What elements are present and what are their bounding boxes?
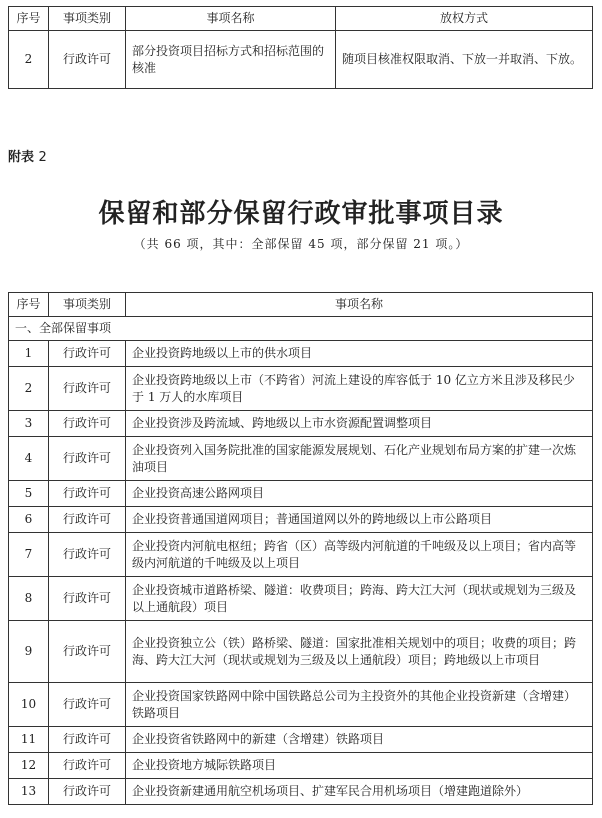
page-title: 保留和部分保留行政审批事项目录 xyxy=(98,199,504,229)
cell-no: 5 xyxy=(9,481,49,507)
cell-category: 行政许可 xyxy=(49,683,126,727)
cell-name: 企业投资国家铁路网中除中国铁路总公司为主投资外的其他企业投资新建（含增建）铁路项目 xyxy=(126,683,593,727)
cell-no: 2 xyxy=(9,31,49,89)
header-no: 序号 xyxy=(9,293,49,317)
cell-name: 企业投资省铁路网中的新建（含增建）铁路项目 xyxy=(126,727,593,753)
cell-no: 9 xyxy=(9,621,49,683)
cell-category: 行政许可 xyxy=(49,367,126,411)
appendix-word: 附表 xyxy=(8,150,35,165)
cell-method: 随项目核准权限取消、下放一并取消、下放。 xyxy=(336,31,593,89)
cell-category: 行政许可 xyxy=(49,437,126,481)
cell-name: 部分投资项目招标方式和招标范围的核准 xyxy=(126,31,336,89)
cell-category: 行政许可 xyxy=(49,533,126,577)
cell-no: 3 xyxy=(9,411,49,437)
cell-name: 企业投资跨地级以上市的供水项目 xyxy=(126,341,593,367)
table-row xyxy=(9,437,593,481)
table-row xyxy=(9,577,593,621)
cell-name: 企业投资独立公（铁）路桥梁、隧道：国家批准相关规划中的项目；收费的项目；跨海、跨大江大河（现状或规划为三级及以上通航段）项目；跨地级以上市项目 xyxy=(126,621,593,683)
table-row xyxy=(9,621,593,683)
cell-category: 行政许可 xyxy=(49,621,126,683)
table-row xyxy=(9,367,593,411)
cell-name: 企业投资列入国务院批准的国家能源发展规划、石化产业规划布局方案的扩建一次炼油项目 xyxy=(126,437,593,481)
header-method: 放权方式 xyxy=(336,7,593,31)
table-row xyxy=(9,727,593,753)
cell-category: 行政许可 xyxy=(49,481,126,507)
table-row xyxy=(9,481,593,507)
table-row xyxy=(9,779,593,805)
cell-no: 12 xyxy=(9,753,49,779)
cell-name: 企业投资普通国道网项目；普通国道网以外的跨地级以上市公路项目 xyxy=(126,507,593,533)
header-name: 事项名称 xyxy=(126,293,593,317)
cell-no: 1 xyxy=(9,341,49,367)
approval-method-table xyxy=(8,6,593,89)
retained-items-table xyxy=(8,292,593,805)
table-row xyxy=(9,683,593,727)
header-category: 事项类别 xyxy=(49,293,126,317)
cell-category: 行政许可 xyxy=(49,727,126,753)
cell-no: 13 xyxy=(9,779,49,805)
appendix-number: 2 xyxy=(38,150,47,165)
page-subtitle: （共 66 项，其中：全部保留 45 项，部分保留 21 项。） xyxy=(133,237,469,251)
table-row xyxy=(9,411,593,437)
table-row xyxy=(9,31,593,89)
header-no: 序号 xyxy=(9,7,49,31)
cell-name: 企业投资跨地级以上市（不跨省）河流上建设的库容低于 10 亿立方米且涉及移民少于 1 万人的水库项目 xyxy=(126,367,593,411)
cell-no: 4 xyxy=(9,437,49,481)
cell-category: 行政许可 xyxy=(49,779,126,805)
cell-no: 2 xyxy=(9,367,49,411)
table-row xyxy=(9,341,593,367)
header-category: 事项类别 xyxy=(49,7,126,31)
cell-no: 6 xyxy=(9,507,49,533)
cell-no: 10 xyxy=(9,683,49,727)
cell-no: 7 xyxy=(9,533,49,577)
cell-category: 行政许可 xyxy=(49,507,126,533)
section-heading: 一、全部保留事项 xyxy=(9,317,593,341)
cell-category: 行政许可 xyxy=(49,577,126,621)
cell-category: 行政许可 xyxy=(49,753,126,779)
cell-name: 企业投资新建通用航空机场项目、扩建军民合用机场项目（增建跑道除外） xyxy=(126,779,593,805)
cell-category: 行政许可 xyxy=(49,31,126,89)
cell-name: 企业投资内河航电枢纽；跨省（区）高等级内河航道的千吨级及以上项目；省内高等级内河航道的千吨级及以上项目 xyxy=(126,533,593,577)
header-name: 事项名称 xyxy=(126,7,336,31)
table-row xyxy=(9,533,593,577)
cell-name: 企业投资高速公路网项目 xyxy=(126,481,593,507)
cell-category: 行政许可 xyxy=(49,411,126,437)
cell-no: 11 xyxy=(9,727,49,753)
table-row xyxy=(9,507,593,533)
appendix-label xyxy=(8,146,47,165)
table-row xyxy=(9,753,593,779)
cell-name: 企业投资地方城际铁路项目 xyxy=(126,753,593,779)
cell-name: 企业投资城市道路桥梁、隧道：收费项目；跨海、跨大江大河（现状或规划为三级及以上通航段）项目 xyxy=(126,577,593,621)
cell-category: 行政许可 xyxy=(49,341,126,367)
cell-name: 企业投资涉及跨流域、跨地级以上市水资源配置调整项目 xyxy=(126,411,593,437)
cell-no: 8 xyxy=(9,577,49,621)
